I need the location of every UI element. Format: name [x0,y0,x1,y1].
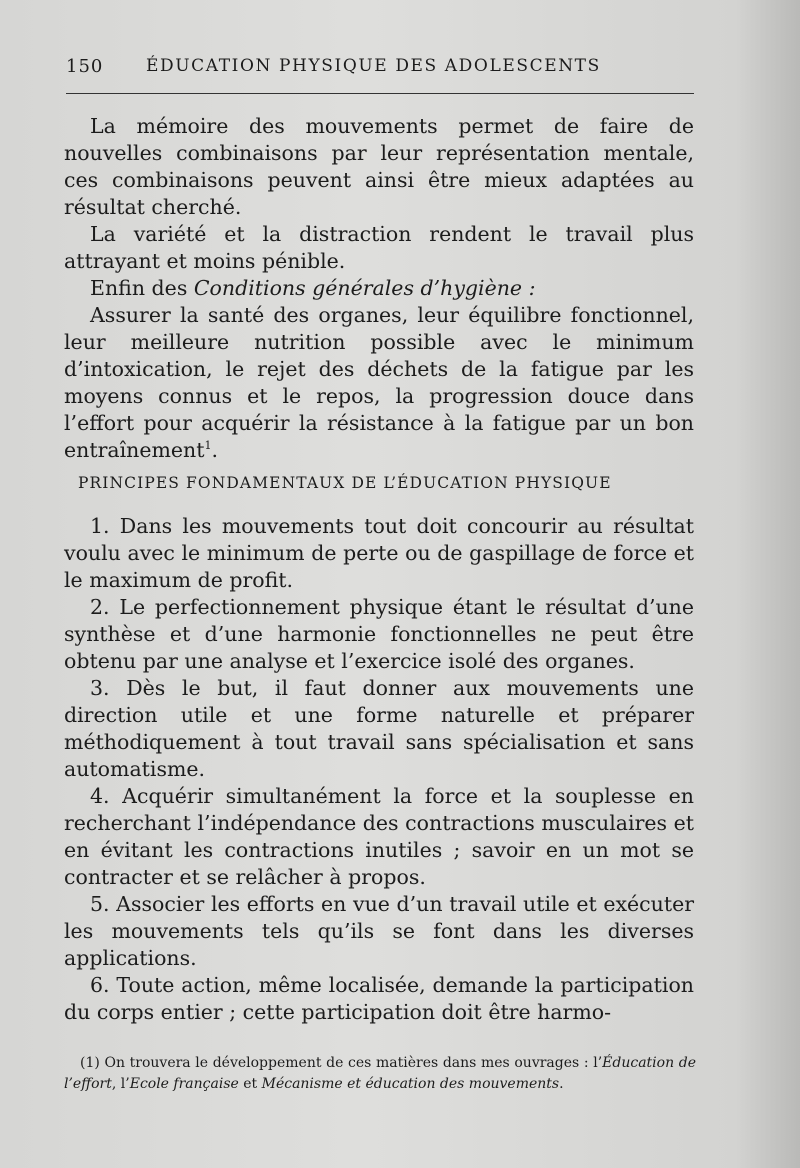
footnote-sep-2: et [238,1076,262,1092]
footnote-sep-1: , l’ [111,1076,130,1092]
intro-text [64,113,694,464]
footnote-body: On trouvera le développement de ces matières dans mes ouvrages : l’ [99,1055,603,1071]
hygiene-title: Conditions générales d’hygiène : [193,276,536,300]
footnote-text [64,1053,696,1095]
header-rule [66,93,694,94]
principle-item: 3. Dès le but, il faut donner aux mouvements une direction utile et une forme naturelle et préparer méthodiquement à tout travail sans spécialisation et sans automatisme. [64,676,694,781]
principle-item: 1. Dans les mouvements tout doit concourir au résultat voulu avec le minimum de perte ou de gaspillage de force et le maximum de profit. [64,514,694,592]
footnote-marker: (1) [80,1055,100,1071]
footnote-title-3: Mécanisme et éducation des mouvements [261,1076,560,1092]
hygiene-text: Assurer la santé des organes, leur équilibre fonctionnel, leur meilleure nutrition possible avec le minimum d’intoxication, le rejet des déchets de la fatigue par les moyens connus et le repos, la progression douce dans l’effort pour acquérir la résistance à la fatigue par un bon entraînement [64,303,694,462]
paragraph-hygiene [64,302,694,464]
page-number: 150 [66,56,104,77]
principles-list [64,513,694,1026]
paragraph-memory: La mémoire des mouvements permet de faire de nouvelles combinaisons par leur représentation mentale, ces combinaisons peuvent ainsi être mieux adaptées au résultat cherché. [64,114,694,219]
principle-item: 2. Le perfectionnement physique étant le résultat d’une synthèse et d’une harmonie fonctionnelles ne peut être obtenu par une analyse et l’exercice isolé des organes. [64,595,694,673]
principle-item: 5. Associer les efforts en vue d’un travail utile et exécuter les mouvements tels qu’ils se font dans les diverses applications. [64,892,694,970]
hygiene-end: . [211,438,219,462]
running-header [66,52,696,80]
footnote-end: . [559,1076,564,1092]
paragraph-variety: La variété et la distraction rendent le travail plus attrayant et moins pénible. [64,222,694,273]
paragraph-hygiene-heading [64,275,694,302]
section-title: PRINCIPES FONDAMENTAUX DE L’ÉDUCATION PHYSIQUE [78,474,612,492]
hygiene-lead: Enfin des [90,276,194,300]
principle-item: 6. Toute action, même localisée, demande la participation du corps entier ; cette participation doit être harmo- [64,973,694,1024]
footnote-title-1: Éducation de l’effort [64,1055,696,1092]
principle-item: 4. Acquérir simultanément la force et la souplesse en recherchant l’indépendance des contractions musculaires et en évitant les contractions inutiles ; savoir en un mot se contracter et se relâcher à propos. [64,784,694,889]
footnote-reference[interactable]: 1 [204,439,212,453]
running-title: ÉDUCATION PHYSIQUE DES ADOLESCENTS [146,56,601,76]
footnote-title-2: Ecole française [129,1076,239,1092]
footnote [64,1053,696,1095]
